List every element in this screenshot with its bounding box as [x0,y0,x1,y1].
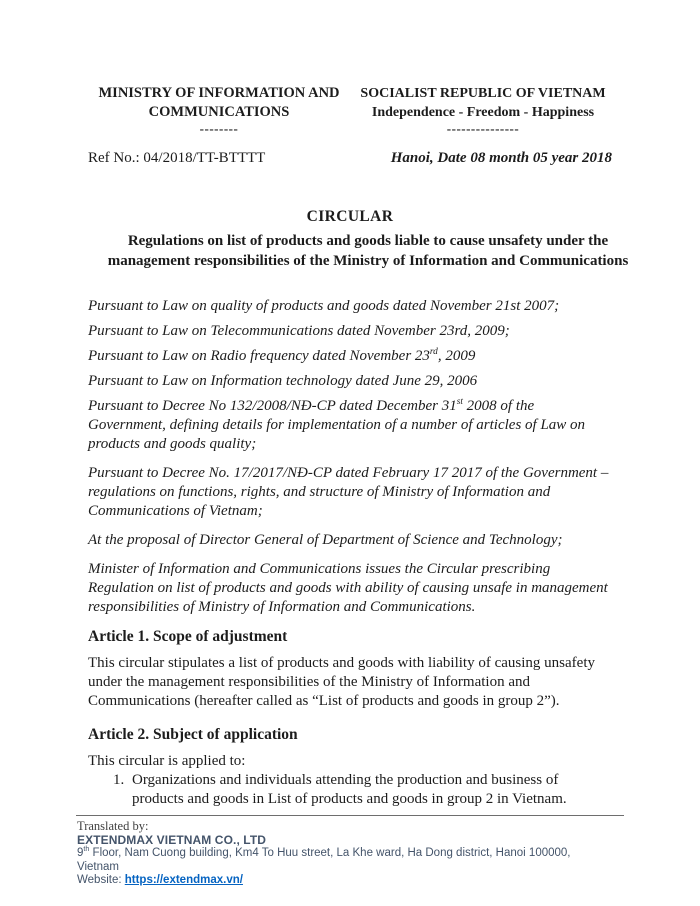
article-1-heading: Article 1. Scope of adjustment [88,628,288,645]
document-header [88,84,612,135]
pursuant-3-text: Pursuant to Law on Radio frequency dated November 23 [88,348,430,364]
pursuant-5-text: Pursuant to Decree No 132/2008/NĐ-CP dated December 31 [88,398,457,414]
article-2-intro: This circular is applied to: [88,753,246,769]
article-2-list [88,771,612,809]
pursuant-paragraph-5 [88,397,612,454]
republic-block [354,84,612,135]
pursuant-paragraph-6: Pursuant to Decree No. 17/2017/NĐ-CP dated February 17 2017 of the Government – regulations on functions, rights, and structure of Ministry of Information and Communications of Vietnam; [88,465,609,519]
article-2-heading: Article 2. Subject of application [88,726,298,743]
translated-by-label: Translated by: [77,819,149,833]
ministry-name: MINISTRY OF INFORMATION AND COMMUNICATIONS [98,85,340,120]
pursuant-5-tail: 2008 of the Government, defining details for implementation of a number of articles of Law on products and goods quality; [88,398,586,452]
national-motto: Independence - Freedom - Happiness [371,105,595,120]
minister-issues-paragraph: Minister of Information and Communications issues the Circular prescribing Regulation on list of products and goods with ability of causing unsafe in management responsibilities of Ministry of Information and Communications. [88,561,608,615]
reference-row [88,149,612,168]
footer-divider [76,815,624,816]
pursuant-paragraph-4: Pursuant to Law on Information technology dated June 29, 2006 [88,373,478,389]
website-link[interactable]: https://extendmax.vn/ [124,874,243,886]
website-label: Website: [77,874,125,886]
address-text: Floor, Nam Cuong building, Km4 To Huu street, La Khe ward, Ha Dong district, Hanoi 100000, Vietnam [77,847,571,873]
issuing-ministry-block [88,84,350,135]
place-and-date: Hanoi, Date 08 month 05 year 2018 [390,150,612,166]
document-title: CIRCULAR [306,208,394,225]
pursuant-paragraph-3 [88,347,612,366]
ordinal-superscript: st [456,397,463,407]
pursuant-paragraph-1: Pursuant to Law on quality of products and goods dated November 21st 2007; [88,298,560,314]
website-line [77,874,612,888]
list-item: 1. Organizations and individuals attending the production and business of products and goods in List of products and goods in group 2 in Vietnam. [128,771,612,809]
pursuant-paragraph-2: Pursuant to Law on Telecommunications dated November 23rd, 2009; [88,323,510,339]
ordinal-superscript: rd [429,347,438,357]
reference-number: Ref No.: 04/2018/TT-BTTTT [88,150,266,166]
proposal-paragraph: At the proposal of Director General of Department of Science and Technology; [88,532,563,548]
preamble-section [88,297,612,617]
motto-divider-dashes: --------------- [446,121,520,136]
translator-company-name: EXTENDMAX VIETNAM CO., LTD [77,832,267,847]
pursuant-3-tail: , 2009 [437,348,476,364]
translator-address [77,847,612,874]
ordinal-superscript: th [83,845,90,854]
ministry-divider-dashes: -------- [199,121,239,136]
address-floor-number: 9 [77,847,84,859]
republic-name: SOCIALIST REPUBLIC OF VIETNAM [360,86,606,101]
article-1-body: This circular stipulates a list of products and goods with liability of causing unsafety under the management responsibilities of the Ministry of Information and Communications (hereafter called as “List of products and goods in group 2”). [88,655,595,709]
translator-footer [77,820,612,888]
document-subtitle: Regulations on list of products and goods liable to cause unsafety under the management responsibilities of the Ministry of Information and Communications [107,233,629,269]
